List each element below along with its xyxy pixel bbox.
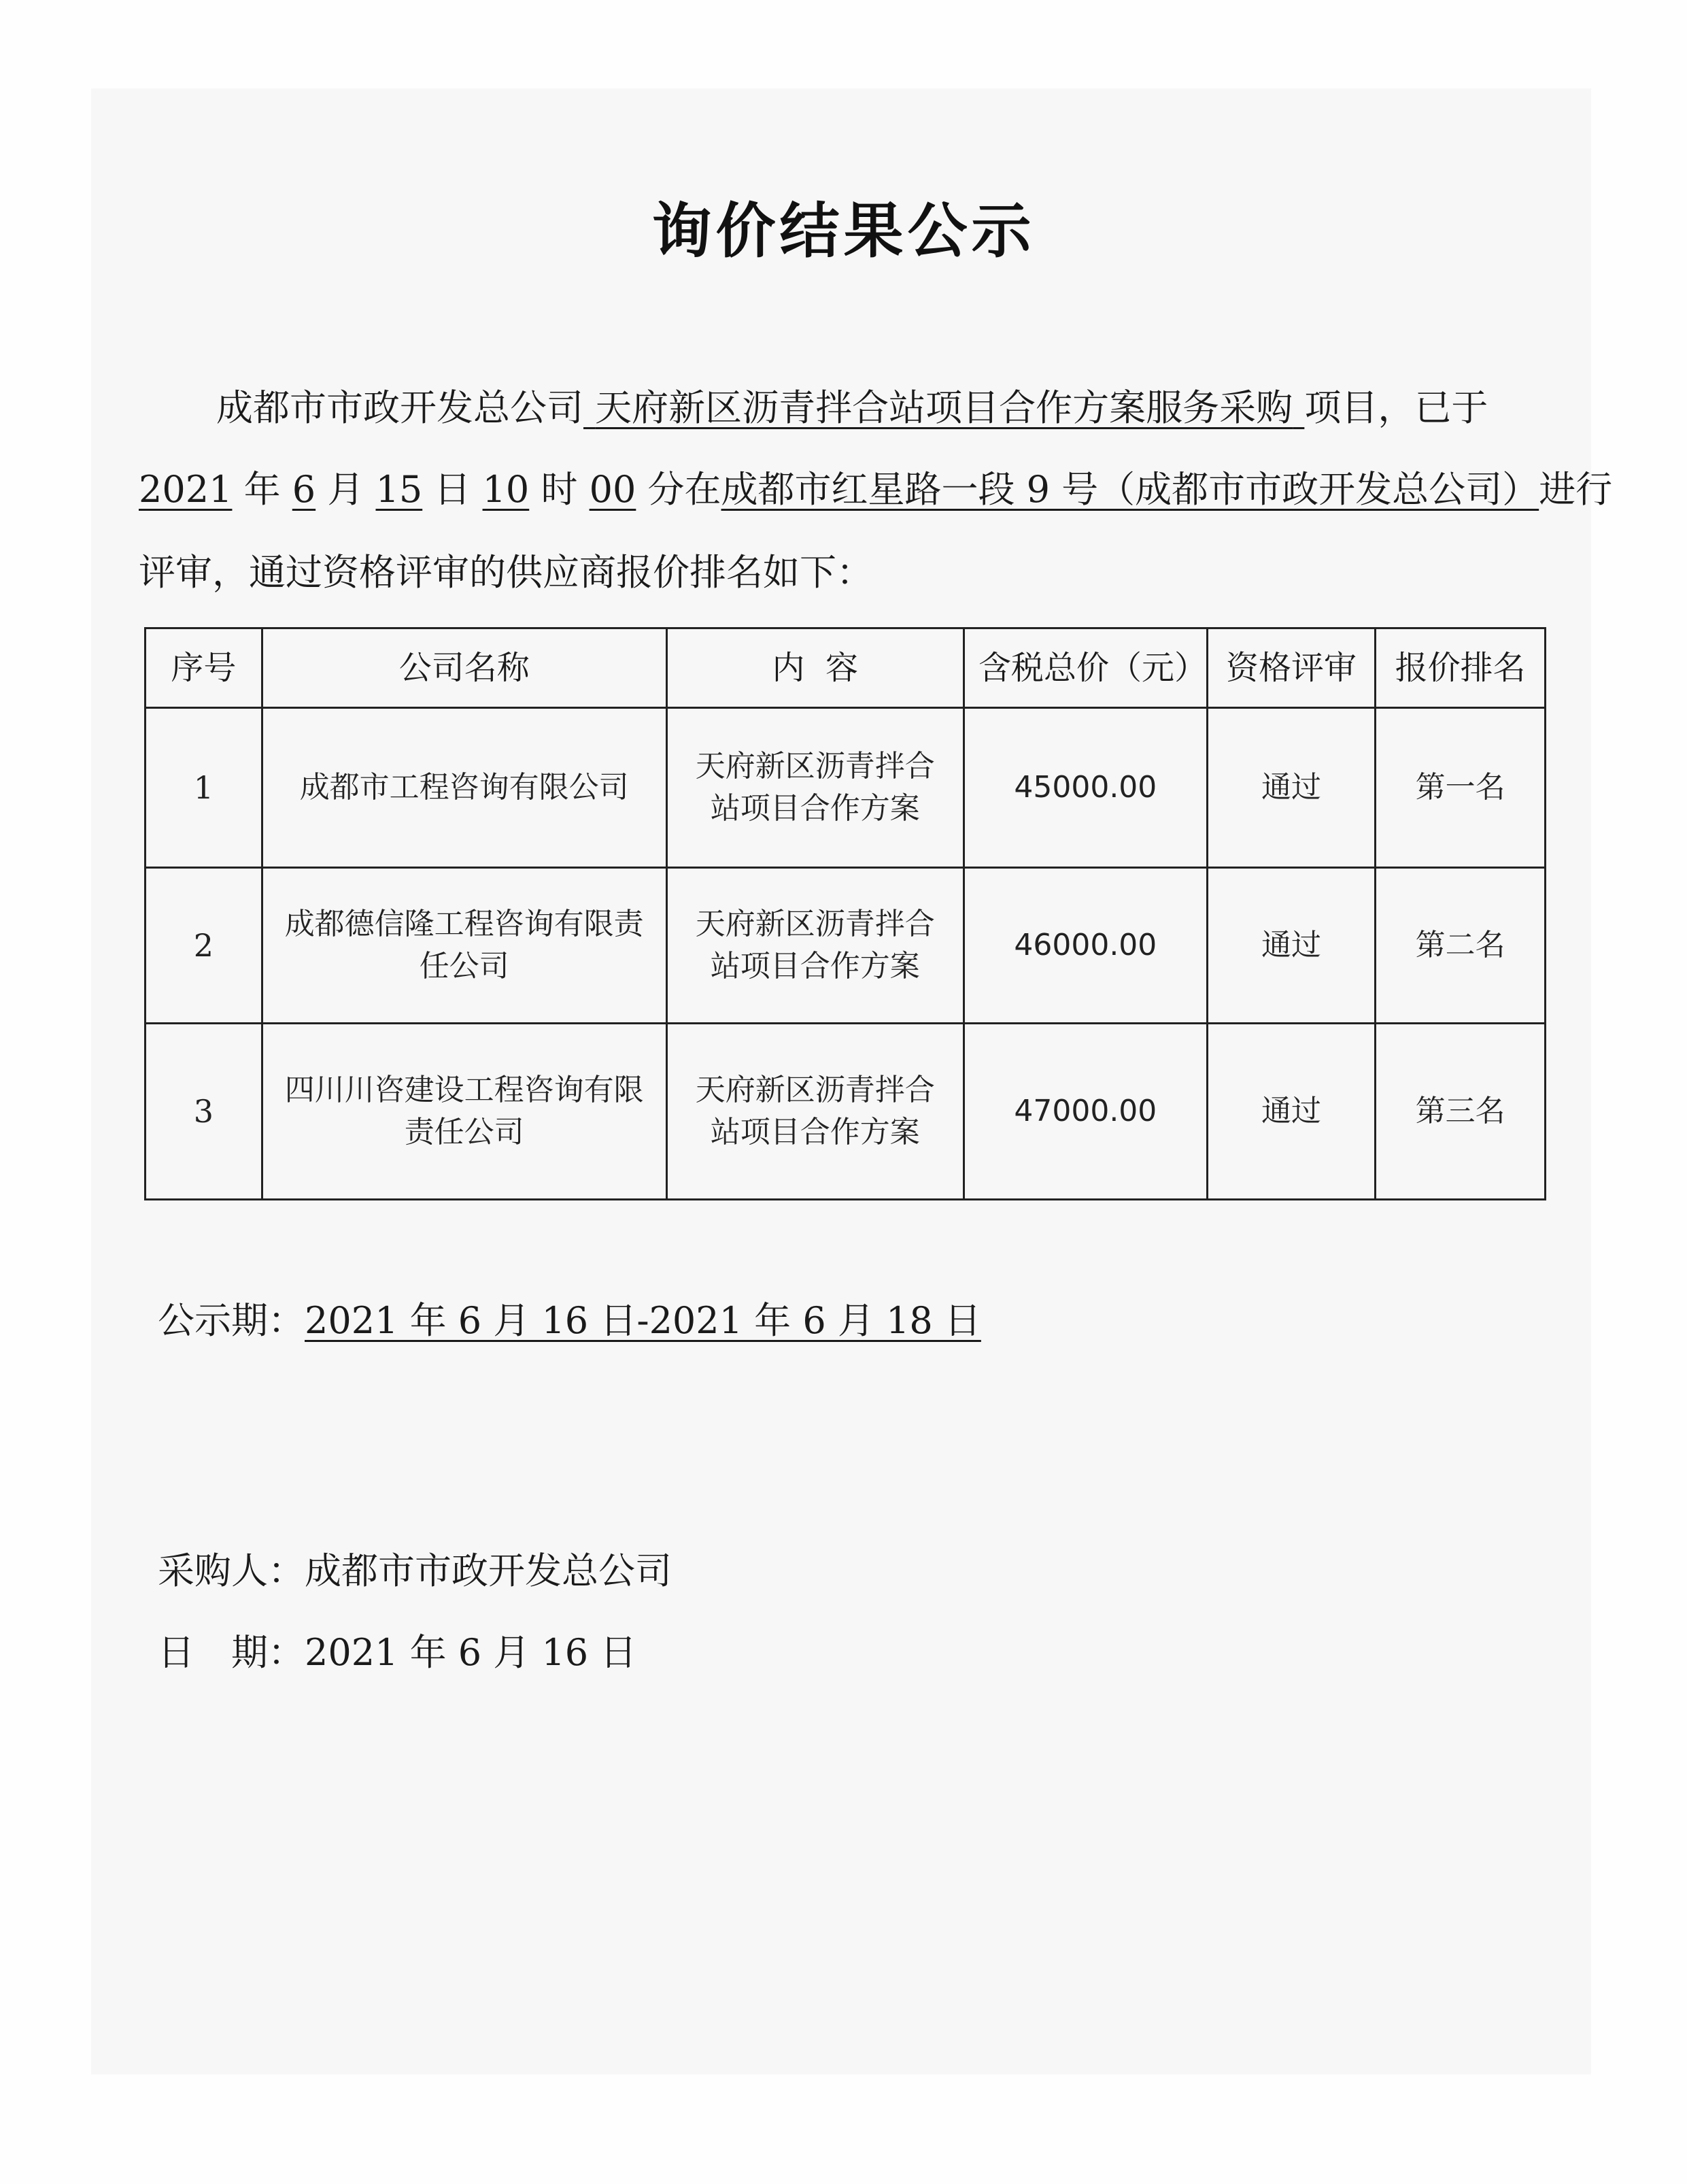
table-row — [146, 1024, 1546, 1200]
purchaser-label: 采购人： — [158, 1549, 305, 1592]
intro-hour-unit: 时 — [541, 468, 578, 511]
table-row — [146, 868, 1546, 1024]
cell-rank: 第三名 — [1376, 1024, 1546, 1200]
purchaser-value: 成都市市政开发总公司 — [305, 1549, 672, 1592]
cell-company: 成都市工程咨询有限公司 — [262, 708, 666, 868]
cell-seq: 2 — [146, 868, 262, 1024]
header-seq: 序号 — [146, 628, 262, 708]
header-review: 资格评审 — [1207, 628, 1376, 708]
intro-year: 2021 — [139, 468, 233, 511]
date-line — [158, 1632, 636, 1673]
header-rank: 报价排名 — [1376, 628, 1546, 708]
intro-day: 15 — [375, 468, 423, 511]
intro-minute: 00 — [589, 468, 636, 511]
table-header-row — [146, 628, 1546, 708]
intro-day-unit: 日 — [434, 468, 471, 511]
header-content: 内 容 — [666, 628, 964, 708]
intro-after-project: 项目，已于 — [1304, 386, 1488, 429]
date-label: 日 期： — [158, 1631, 305, 1674]
results-table — [144, 627, 1546, 1200]
cell-price: 45000.00 — [964, 708, 1207, 868]
intro-buyer: 成都市市政开发总公司 — [216, 386, 583, 429]
date-value: 2021 年 6 月 16 日 — [305, 1631, 637, 1674]
header-price: 含税总价（元） — [964, 628, 1207, 708]
cell-company: 四川川咨建设工程咨询有限责任公司 — [262, 1024, 666, 1200]
cell-price: 47000.00 — [964, 1024, 1207, 1200]
table-row — [146, 708, 1546, 868]
notice-period-label: 公示期： — [158, 1299, 305, 1342]
cell-rank: 第二名 — [1376, 868, 1546, 1024]
cell-seq: 1 — [146, 708, 262, 868]
header-company: 公司名称 — [262, 628, 666, 708]
cell-price: 46000.00 — [964, 868, 1207, 1024]
intro-line-1 — [216, 388, 1488, 429]
cell-seq: 3 — [146, 1024, 262, 1200]
cell-rank: 第一名 — [1376, 708, 1546, 868]
cell-review: 通过 — [1207, 708, 1376, 868]
cell-content: 天府新区沥青拌合站项目合作方案 — [666, 868, 964, 1024]
intro-year-unit: 年 — [243, 468, 281, 511]
notice-period-value: 2021 年 6 月 16 日-2021 年 6 月 18 日 — [305, 1299, 981, 1342]
cell-content: 天府新区沥青拌合站项目合作方案 — [666, 1024, 964, 1200]
cell-content: 天府新区沥青拌合站项目合作方案 — [666, 708, 964, 868]
notice-period — [158, 1300, 981, 1341]
intro-after-location: 进行 — [1539, 468, 1613, 511]
intro-hour: 10 — [482, 468, 530, 511]
intro-line-2 — [139, 469, 1612, 510]
page-title: 询价结果公示 — [651, 196, 1036, 266]
cell-company: 成都德信隆工程咨询有限责任公司 — [262, 868, 666, 1024]
intro-month: 6 — [292, 468, 316, 511]
intro-location: 成都市红星路一段 9 号（成都市市政开发总公司） — [721, 468, 1539, 511]
intro-minute-unit: 分在 — [647, 468, 721, 511]
intro-project: 天府新区沥青拌合站项目合作方案服务采购 — [595, 386, 1293, 429]
purchaser — [158, 1551, 672, 1592]
intro-month-unit: 月 — [327, 468, 364, 511]
cell-review: 通过 — [1207, 868, 1376, 1024]
cell-review: 通过 — [1207, 1024, 1376, 1200]
intro-line-3: 评审，通过资格评审的供应商报价排名如下： — [139, 551, 873, 594]
